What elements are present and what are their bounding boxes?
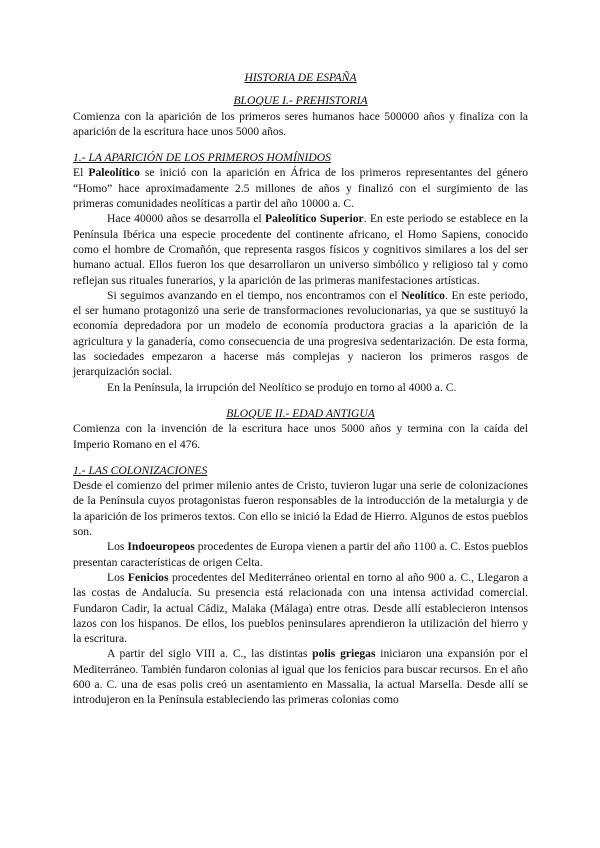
section-2-paragraph-3: Los Fenicios procedentes del Mediterráneo oriental en torno al año 900 a. C., Llegaron a las costas de Andalucía. Su presencia está relacionada con una intensa actividad comercial. Fundaron Cadir, la actual Cádiz, Malaka (Málaga) entre otras. Desde allí establecieron intensos lazos con los hispanos. De ellos, los pueblos peninsulares aprendieron la utilización del hierro y la escritura. — [73, 570, 528, 646]
section-1-paragraph-1: El Paleolítico se inició con la aparición en África de los primeros representantes del género “Homo” hace aproximadamente 2.5 millones de años y finalizó con el surgimiento de las primeras comunidades neolíticas a partir del año 10000 a. C. — [73, 166, 529, 211]
block-2-title: BLOQUE II.- EDAD ANTIGUA — [226, 406, 375, 420]
section-2-paragraph-2: Los Indoeuropeos procedentes de Europa vienen a partir del año 1100 a. C. Estos pueblos presentan características de origen Celta. — [73, 540, 528, 569]
block-1-intro: Comienza con la aparición de los primeros seres humanos hace 500000 años y finaliza con la aparición de la escritura hace unos 5000 años. — [73, 109, 528, 138]
section-1-paragraph-4: En la Península, la irrupción del Neolítico se produjo en torno al 4000 a. C. — [107, 380, 457, 394]
section-2-title: 1.- LAS COLONIZACIONES — [73, 463, 208, 477]
section-2-paragraph-1: Desde el comienzo del primer milenio antes de Cristo, tuvieron lugar una serie de colonizaciones de la Península cuyos protagonistas fueron responsables de la introducción de la metalurgia y de la aparición de los primeros textos. Con ello se inició la Edad de Hierro. Algunos de estos pueblos son. — [73, 479, 528, 539]
section-1-paragraph-3: Si seguimos avanzando en el tiempo, nos encontramos con el Neolítico. En este periodo, el ser humano protagonizó una serie de transformaciones revolucionarias, ya que se sustituyó la economía depredadora por un modelo de economía productora gracias a la aparición de la agricultura y la ganadería, como consecuencia de una progresiva sedentarización. De esta forma, las sociedades empezaron a hacerse más complejas y nacieron los primeros rasgos de jerarquización social. — [73, 288, 528, 379]
document-title: HISTORIA DE ESPAÑA — [244, 71, 357, 84]
block-1-title: BLOQUE I.- PREHISTORIA — [233, 94, 368, 108]
section-2-paragraph-4: A partir del siglo VIII a. C., las distintas polis griegas iniciaron una expansión por el Mediterráneo. También fundaron colonias al igual que los fenicios para buscar recursos. En el año 600 a. C. una de esas polis creó un asentamiento en Massalia, la actual Marsella. Desde allí se introdujeron en la Península estableciendo las primeras colonias como — [73, 647, 529, 707]
section-1-title: 1.- LA APARICIÓN DE LOS PRIMEROS HOMÍNIDOS — [73, 151, 331, 165]
document-page — [73, 70, 528, 708]
block-2-intro: Comienza con la invención de la escritura hace unos 5000 años y termina con la caída del Imperio Romano en el 476. — [73, 422, 528, 451]
section-1-paragraph-2: Hace 40000 años se desarrolla el Paleolítico Superior. En este periodo se establece en la Península Ibérica una especie procedente del continente africano, el Homo Sapiens, conocido como el hombre de Cromañón, que representa rasgos físicos y cognitivos similares a los del ser humano actual. Ellos fueron los que desarrollaron un universo simbólico y religioso tal y como reflejan sus rituales funerarios, y la aparición de las primeras manifestaciones artísticas. — [73, 212, 528, 287]
